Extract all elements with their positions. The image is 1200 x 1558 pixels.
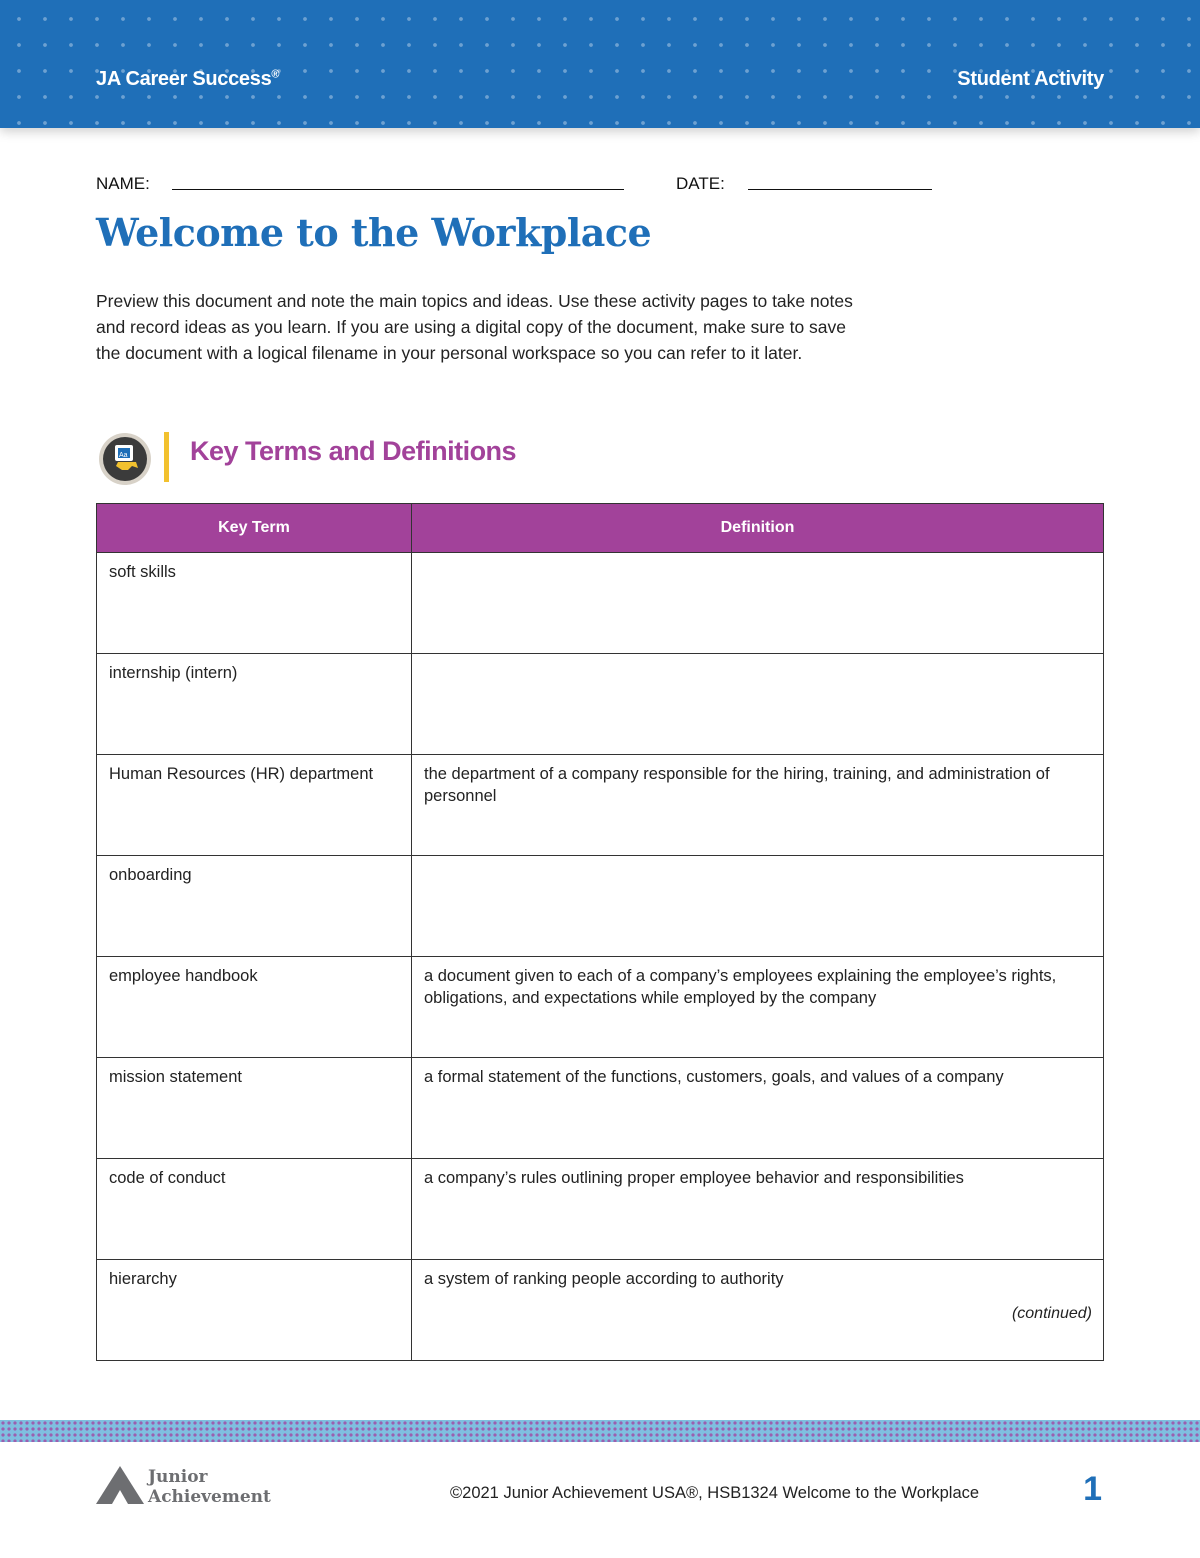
page-header <box>0 0 1200 128</box>
term-cell: code of conduct <box>97 1159 412 1260</box>
definition-cell: a formal statement of the functions, customers, goals, and values of a company <box>412 1058 1104 1159</box>
table-row <box>97 755 1104 856</box>
definition-cell: a company’s rules outlining proper employee behavior and responsibilities <box>412 1159 1104 1260</box>
definition-cell: the department of a company responsible for the hiring, training, and administration of personnel <box>412 755 1104 856</box>
header-definition: Definition <box>412 504 1104 553</box>
term-cell: employee handbook <box>97 957 412 1058</box>
activity-label: Student Activity <box>957 68 1104 90</box>
table-row <box>97 1159 1104 1260</box>
logo-line2: Achievement <box>148 1487 271 1507</box>
copyright-text: ©2021 Junior Achievement USA®, HSB1324 Welcome to the Workplace <box>450 1484 980 1502</box>
logo-line1: Junior <box>148 1467 208 1487</box>
section-divider <box>164 432 169 482</box>
definition-cell: a system of ranking people according to authority <box>412 1260 1104 1361</box>
page-number: 1 <box>1083 1470 1102 1508</box>
term-cell: Human Resources (HR) department <box>97 755 412 856</box>
term-cell: internship (intern) <box>97 654 412 755</box>
definition-cell[interactable] <box>412 654 1104 755</box>
registered-mark: ® <box>271 68 280 81</box>
brand-title <box>96 68 279 91</box>
definition-cell: a document given to each of a company’s employees explaining the employee’s rights, obligations, and expectations while employed by the company <box>412 957 1104 1058</box>
name-field[interactable] <box>172 189 624 190</box>
term-cell: mission statement <box>97 1058 412 1159</box>
table-row <box>97 957 1104 1058</box>
brand-name: JA Career Success <box>96 68 272 90</box>
continued-note: (continued) <box>1011 1305 1092 1322</box>
table-row <box>97 856 1104 957</box>
date-label: DATE: <box>676 174 725 193</box>
header-key-term: Key Term <box>97 504 412 553</box>
table-row <box>97 654 1104 755</box>
table-row <box>97 1058 1104 1159</box>
definition-cell[interactable] <box>412 553 1104 654</box>
term-cell: onboarding <box>97 856 412 957</box>
footer-band <box>0 1420 1200 1442</box>
date-field[interactable] <box>748 189 932 190</box>
table-row <box>97 1260 1104 1361</box>
name-label: NAME: <box>96 174 150 193</box>
section-title: Key Terms and Definitions <box>190 436 517 466</box>
definition-cell[interactable] <box>412 856 1104 957</box>
table-header-row <box>97 504 1104 553</box>
svg-text:Aa: Aa <box>119 452 128 459</box>
table-row <box>97 553 1104 654</box>
junior-achievement-logo <box>94 1462 274 1508</box>
page-title: Welcome to the Workplace <box>96 210 652 255</box>
term-cell: hierarchy <box>97 1260 412 1361</box>
key-terms-icon <box>98 432 152 486</box>
intro-paragraph: Preview this document and note the main topics and ideas. Use these activity pages to take notes and record ideas as you learn. If you are using a digital copy of the document, make sure to save the document with a logical filename in your personal workspace so you can refer to it later. <box>96 291 853 363</box>
key-terms-table <box>96 503 1104 1361</box>
term-cell: soft skills <box>97 553 412 654</box>
